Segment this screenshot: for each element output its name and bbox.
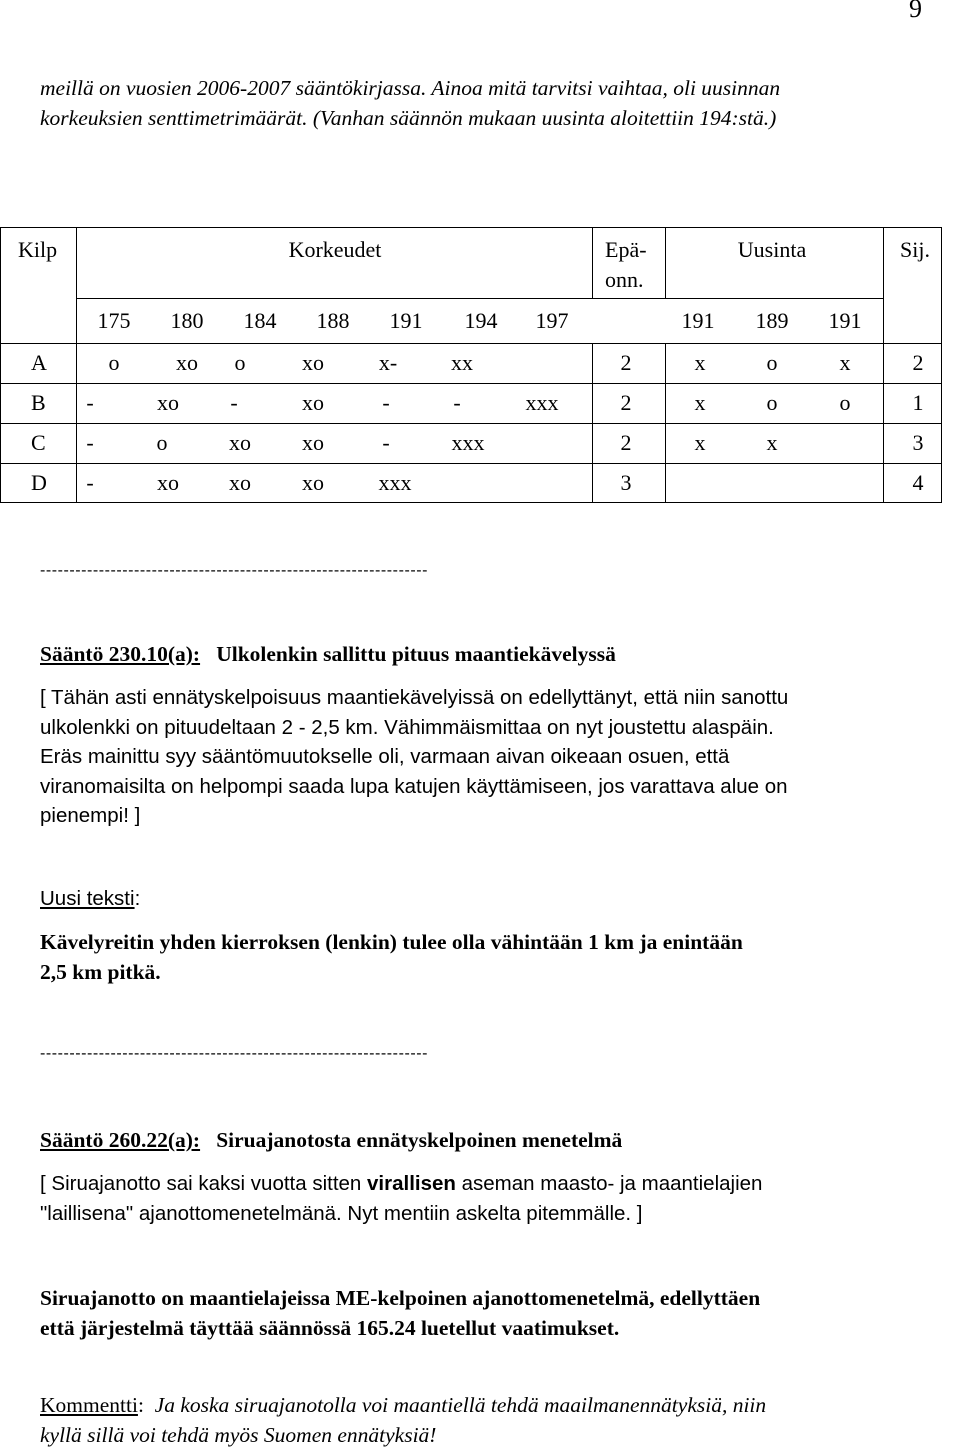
rule-text-line: Kävelyreitin yhden kierroksen (lenkin) tulee olla vähintään 1 km ja enintään <box>40 930 743 954</box>
row-c-name: C <box>31 430 46 455</box>
row-d-epaonn: 3 <box>620 470 632 495</box>
section-divider: ------------------------------------------------------------------ <box>40 562 428 579</box>
row-b-result: - <box>453 390 461 415</box>
comment-line: Eräs mainittu syy sääntömuutokselle oli, varmaan aivan oikeaan osuen, että <box>40 745 730 768</box>
intro-line: meillä on vuosien 2006-2007 sääntökirjassa. Ainoa mitä tarvitsi vaihtaa, oli uusinnan <box>40 76 781 100</box>
row-b-epaonn: 2 <box>620 390 632 415</box>
height-label: 194 <box>464 308 498 333</box>
row-b-sij: 1 <box>912 390 924 415</box>
row-a-result: xo <box>302 350 324 375</box>
rule-text-line: 2,5 km pitkä. <box>40 959 161 984</box>
section-divider: ------------------------------------------------------------------ <box>40 1045 428 1062</box>
replay-height-label: 191 <box>828 308 862 333</box>
rule-230-new-text <box>40 928 920 987</box>
new-text-label-word: Uusi teksti <box>40 887 135 910</box>
row-b-result: xo <box>157 390 179 415</box>
comment-text: aseman maasto- ja maantielajien <box>455 1172 763 1195</box>
new-text-label <box>40 884 920 914</box>
row-a-result: o <box>108 350 120 375</box>
height-label: 191 <box>389 308 423 333</box>
rule-230-number: Sääntö 230.10(a): <box>40 642 201 666</box>
row-a-result: x- <box>378 350 398 375</box>
row-d-result: xxx <box>378 470 412 495</box>
new-text-colon: : <box>134 887 141 910</box>
row-b-result: - <box>382 390 390 415</box>
rule-260-heading <box>40 1126 920 1156</box>
row-c-epaonn: 2 <box>620 430 632 455</box>
comment-line: pienempi! ] <box>40 804 141 827</box>
row-c-result: xxx <box>451 430 485 455</box>
rule-text-line: Siruajanotto on maantielajeissa ME-kelpoinen ajanottomenetelmä, edellyttäen <box>40 1286 761 1310</box>
row-b-result: xo <box>302 390 324 415</box>
row-d-result: xo <box>157 470 179 495</box>
row-b-name: B <box>31 390 46 415</box>
comment-label: Kommentti <box>40 1393 138 1417</box>
replay-height-label: 189 <box>755 308 789 333</box>
header-epaonn-line2: onn. <box>605 267 644 292</box>
row-a-epaonn: 2 <box>620 350 632 375</box>
header-sij: Sij. <box>900 237 930 262</box>
row-b-replay: o <box>839 390 851 415</box>
row-c-result: - <box>86 430 94 455</box>
header-kilp: Kilp <box>18 237 58 262</box>
height-label: 180 <box>170 308 204 333</box>
row-a-replay: x <box>694 350 706 375</box>
row-a-sij: 2 <box>912 350 924 375</box>
rule-260-comment <box>40 1169 920 1228</box>
header-epaonn-line1: Epä- <box>605 237 647 262</box>
row-a-replay: o <box>766 350 778 375</box>
comment-text: [ Siruajanotto sai kaksi vuotta sitten <box>40 1172 368 1195</box>
row-c-replay: x <box>694 430 706 455</box>
row-b-replay: o <box>766 390 778 415</box>
rule-260-number: Sääntö 260.22(a): <box>40 1128 201 1152</box>
comment-line: [ Tähän asti ennätyskelpoisuus maantiekävelyissä on edellyttänyt, että niin sanottu <box>40 686 789 709</box>
row-b-replay: x <box>694 390 706 415</box>
height-label: 197 <box>535 308 569 333</box>
row-d-sij: 4 <box>912 470 924 495</box>
rule-text-line: että järjestelmä täyttää säännössä 165.24 luetellut vaatimukset. <box>40 1315 620 1340</box>
rule-230-comment <box>40 683 920 831</box>
row-d-result: xo <box>302 470 324 495</box>
row-a-name: A <box>31 350 47 375</box>
height-label: 184 <box>243 308 277 333</box>
replay-height-label: 191 <box>681 308 715 333</box>
rule-230-title: Ulkolenkin sallittu pituus maantiekävelyssä <box>216 642 616 666</box>
header-korkeudet: Korkeudet <box>288 237 382 262</box>
row-c-replay: x <box>766 430 778 455</box>
row-c-result: - <box>382 430 390 455</box>
row-a-result: xo <box>176 350 198 375</box>
height-label: 175 <box>97 308 131 333</box>
row-a-result: xx <box>451 350 473 375</box>
rule-230-heading <box>40 640 920 670</box>
row-c-result: o <box>156 430 168 455</box>
row-c-result: xo <box>302 430 324 455</box>
header-uusinta: Uusinta <box>737 237 807 262</box>
comment-line: viranomaisilta on helpompi saada lupa katujen käyttämiseen, jos varattava alue on <box>40 774 788 798</box>
intro-line: korkeuksien senttimetrimäärät. (Vanhan säännön mukaan uusinta aloitettiin 194:stä.) <box>40 105 777 130</box>
comment-line: ulkolenkki on pituudeltaan 2 - 2,5 km. Vähimmäismittaa on nyt joustettu alaspäin. <box>40 715 774 739</box>
rule-260-title: Siruajanotosta ennätyskelpoinen menetelmä <box>216 1128 623 1152</box>
comment-line: kyllä sillä voi tehdä myös Suomen ennätyksiä! <box>40 1422 437 1447</box>
row-c-sij: 3 <box>912 430 924 455</box>
page-number: 9 <box>909 0 922 23</box>
row-d-result: - <box>86 470 94 495</box>
comment-line: Ja koska siruajanotolla voi maantiellä tehdä maailmanennätyksiä, niin <box>143 1393 767 1417</box>
comment-line: "laillisena" ajanottomenetelmänä. Nyt mentiin askelta pitemmälle. ] <box>40 1201 643 1225</box>
row-b-result: - <box>230 390 238 415</box>
height-label: 188 <box>316 308 350 333</box>
row-b-result: xxx <box>525 390 559 415</box>
comment-colon: : <box>137 1393 144 1417</box>
row-d-name: D <box>31 470 47 495</box>
row-d-result: xo <box>229 470 251 495</box>
comment-emphasis: virallisen <box>367 1172 456 1195</box>
closing-comment <box>40 1391 920 1450</box>
row-b-result: - <box>86 390 94 415</box>
rule-260-text <box>40 1284 920 1343</box>
row-a-result: o <box>234 350 246 375</box>
intro-paragraph <box>40 74 920 133</box>
row-c-result: xo <box>229 430 251 455</box>
row-a-replay: x <box>839 350 851 375</box>
results-table <box>0 227 942 503</box>
